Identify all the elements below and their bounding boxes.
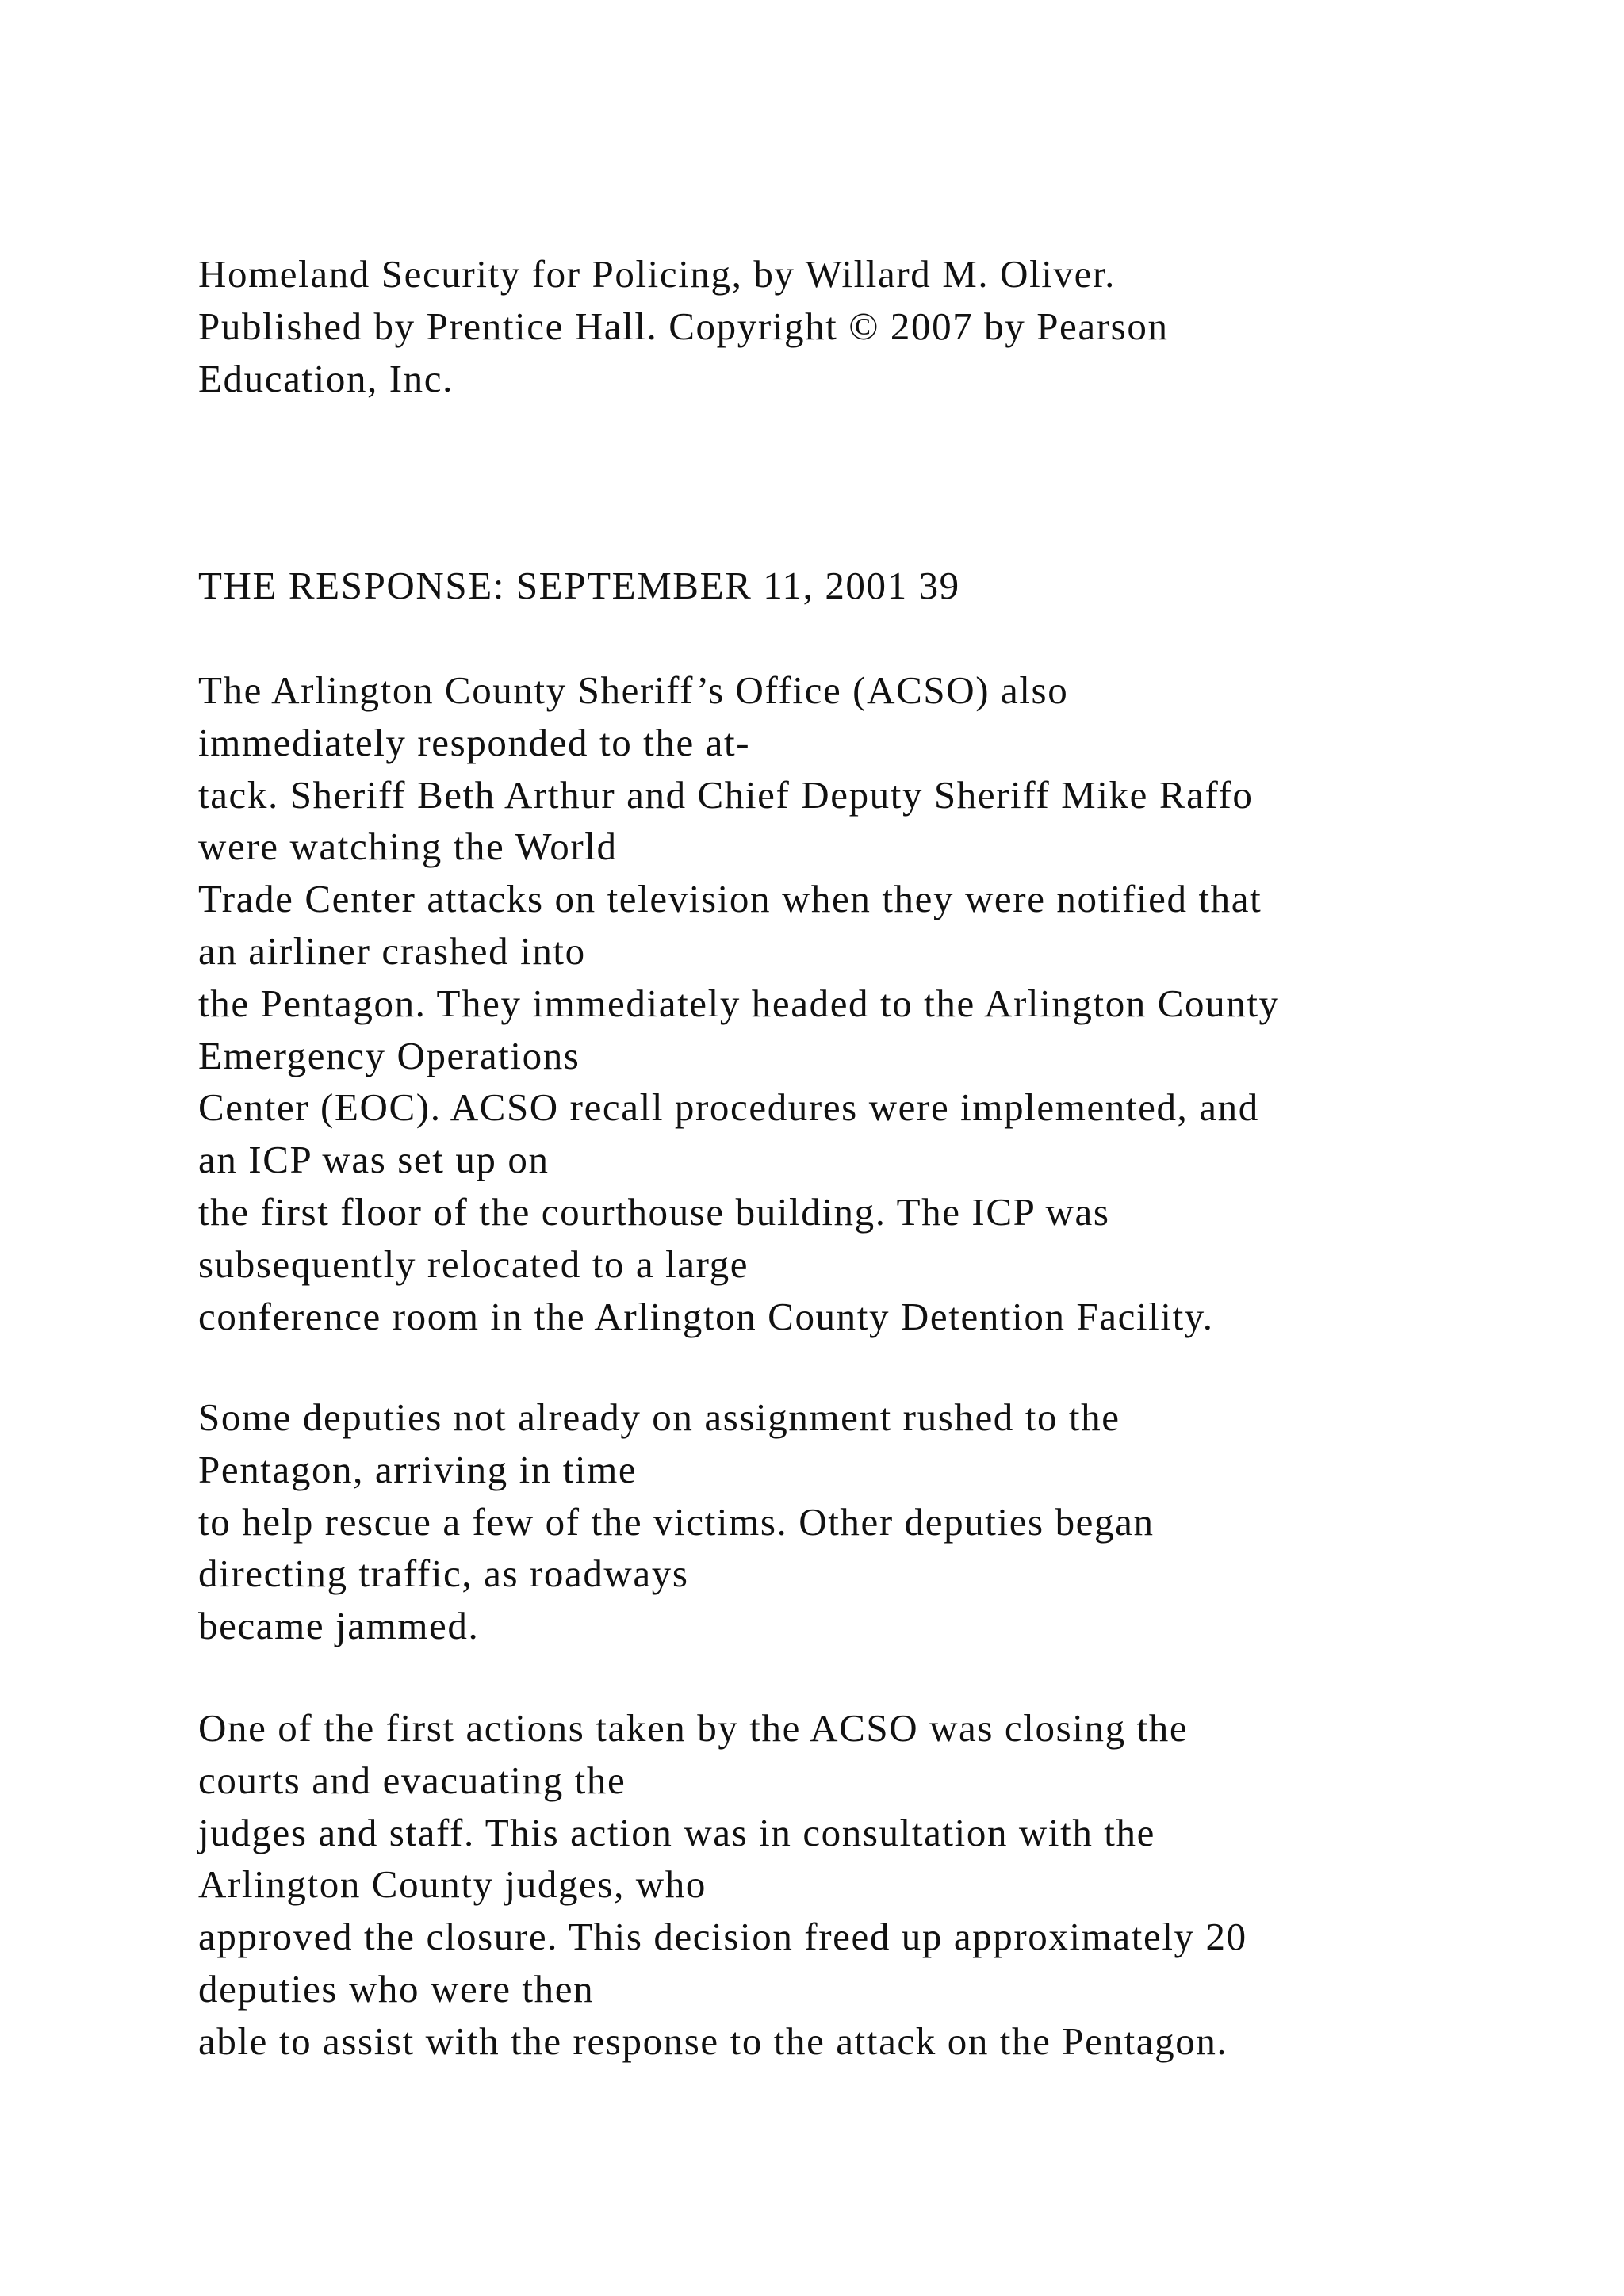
paragraph-line: directing traffic, as roadways	[198, 1552, 689, 1596]
paragraph-line: courts and evacuating the	[198, 1758, 626, 1802]
paragraph-line: the first floor of the courthouse building. The ICP was	[198, 1189, 1110, 1234]
paragraph-3	[198, 1702, 1586, 2068]
paragraph-line: conference room in the Arlington County Detention Facility.	[198, 1294, 1214, 1338]
citation-line: Published by Prentice Hall. Copyright © 2007 by Pearson	[198, 304, 1169, 348]
paragraph-line: Arlington County judges, who	[198, 1862, 707, 1907]
citation-block	[198, 248, 1586, 404]
paragraph-line: became jammed.	[198, 1604, 480, 1648]
paragraph-line: One of the first actions taken by the ACSO was closing the	[198, 1706, 1189, 1750]
paragraph-line: subsequently relocated to a large	[198, 1242, 749, 1286]
paragraph-line: Center (EOC). ACSO recall procedures were implemented, and	[198, 1085, 1259, 1130]
paragraph-line: The Arlington County Sheriff’s Office (ACSO) also	[198, 668, 1069, 712]
paragraph-line: immediately responded to the at-	[198, 720, 751, 764]
paragraph-line: Emergency Operations	[198, 1033, 580, 1077]
paragraph-line: an airliner crashed into	[198, 928, 586, 973]
paragraph-1	[198, 664, 1586, 1342]
paragraph-line: Trade Center attacks on television when they were notified that	[198, 877, 1262, 921]
paragraph-line: tack. Sheriff Beth Arthur and Chief Deputy Sheriff Mike Raffo	[198, 772, 1254, 817]
paragraph-2	[198, 1391, 1586, 1652]
citation-line: Education, Inc.	[198, 356, 454, 400]
paragraph-line: to help rescue a few of the victims. Other deputies began	[198, 1499, 1155, 1544]
paragraph-line: judges and staff. This action was in consultation with the	[198, 1810, 1155, 1854]
paragraph-line: Some deputies not already on assignment rushed to the	[198, 1395, 1120, 1439]
paragraph-line: the Pentagon. They immediately headed to the Arlington County	[198, 981, 1280, 1025]
paragraph-line: Pentagon, arriving in time	[198, 1447, 638, 1491]
paragraph-line: approved the closure. This decision freed up approximately 20	[198, 1915, 1247, 1959]
paragraph-line: deputies who were then	[198, 1966, 595, 2011]
paragraph-line: able to assist with the response to the attack on the Pentagon.	[198, 2019, 1228, 2063]
citation-line: Homeland Security for Policing, by Willard M. Oliver.	[198, 252, 1116, 296]
paragraph-line: an ICP was set up on	[198, 1138, 550, 1182]
section-heading-text: THE RESPONSE: SEPTEMBER 11, 2001 39	[198, 564, 960, 607]
paragraph-line: were watching the World	[198, 825, 618, 869]
section-heading	[198, 560, 1586, 612]
